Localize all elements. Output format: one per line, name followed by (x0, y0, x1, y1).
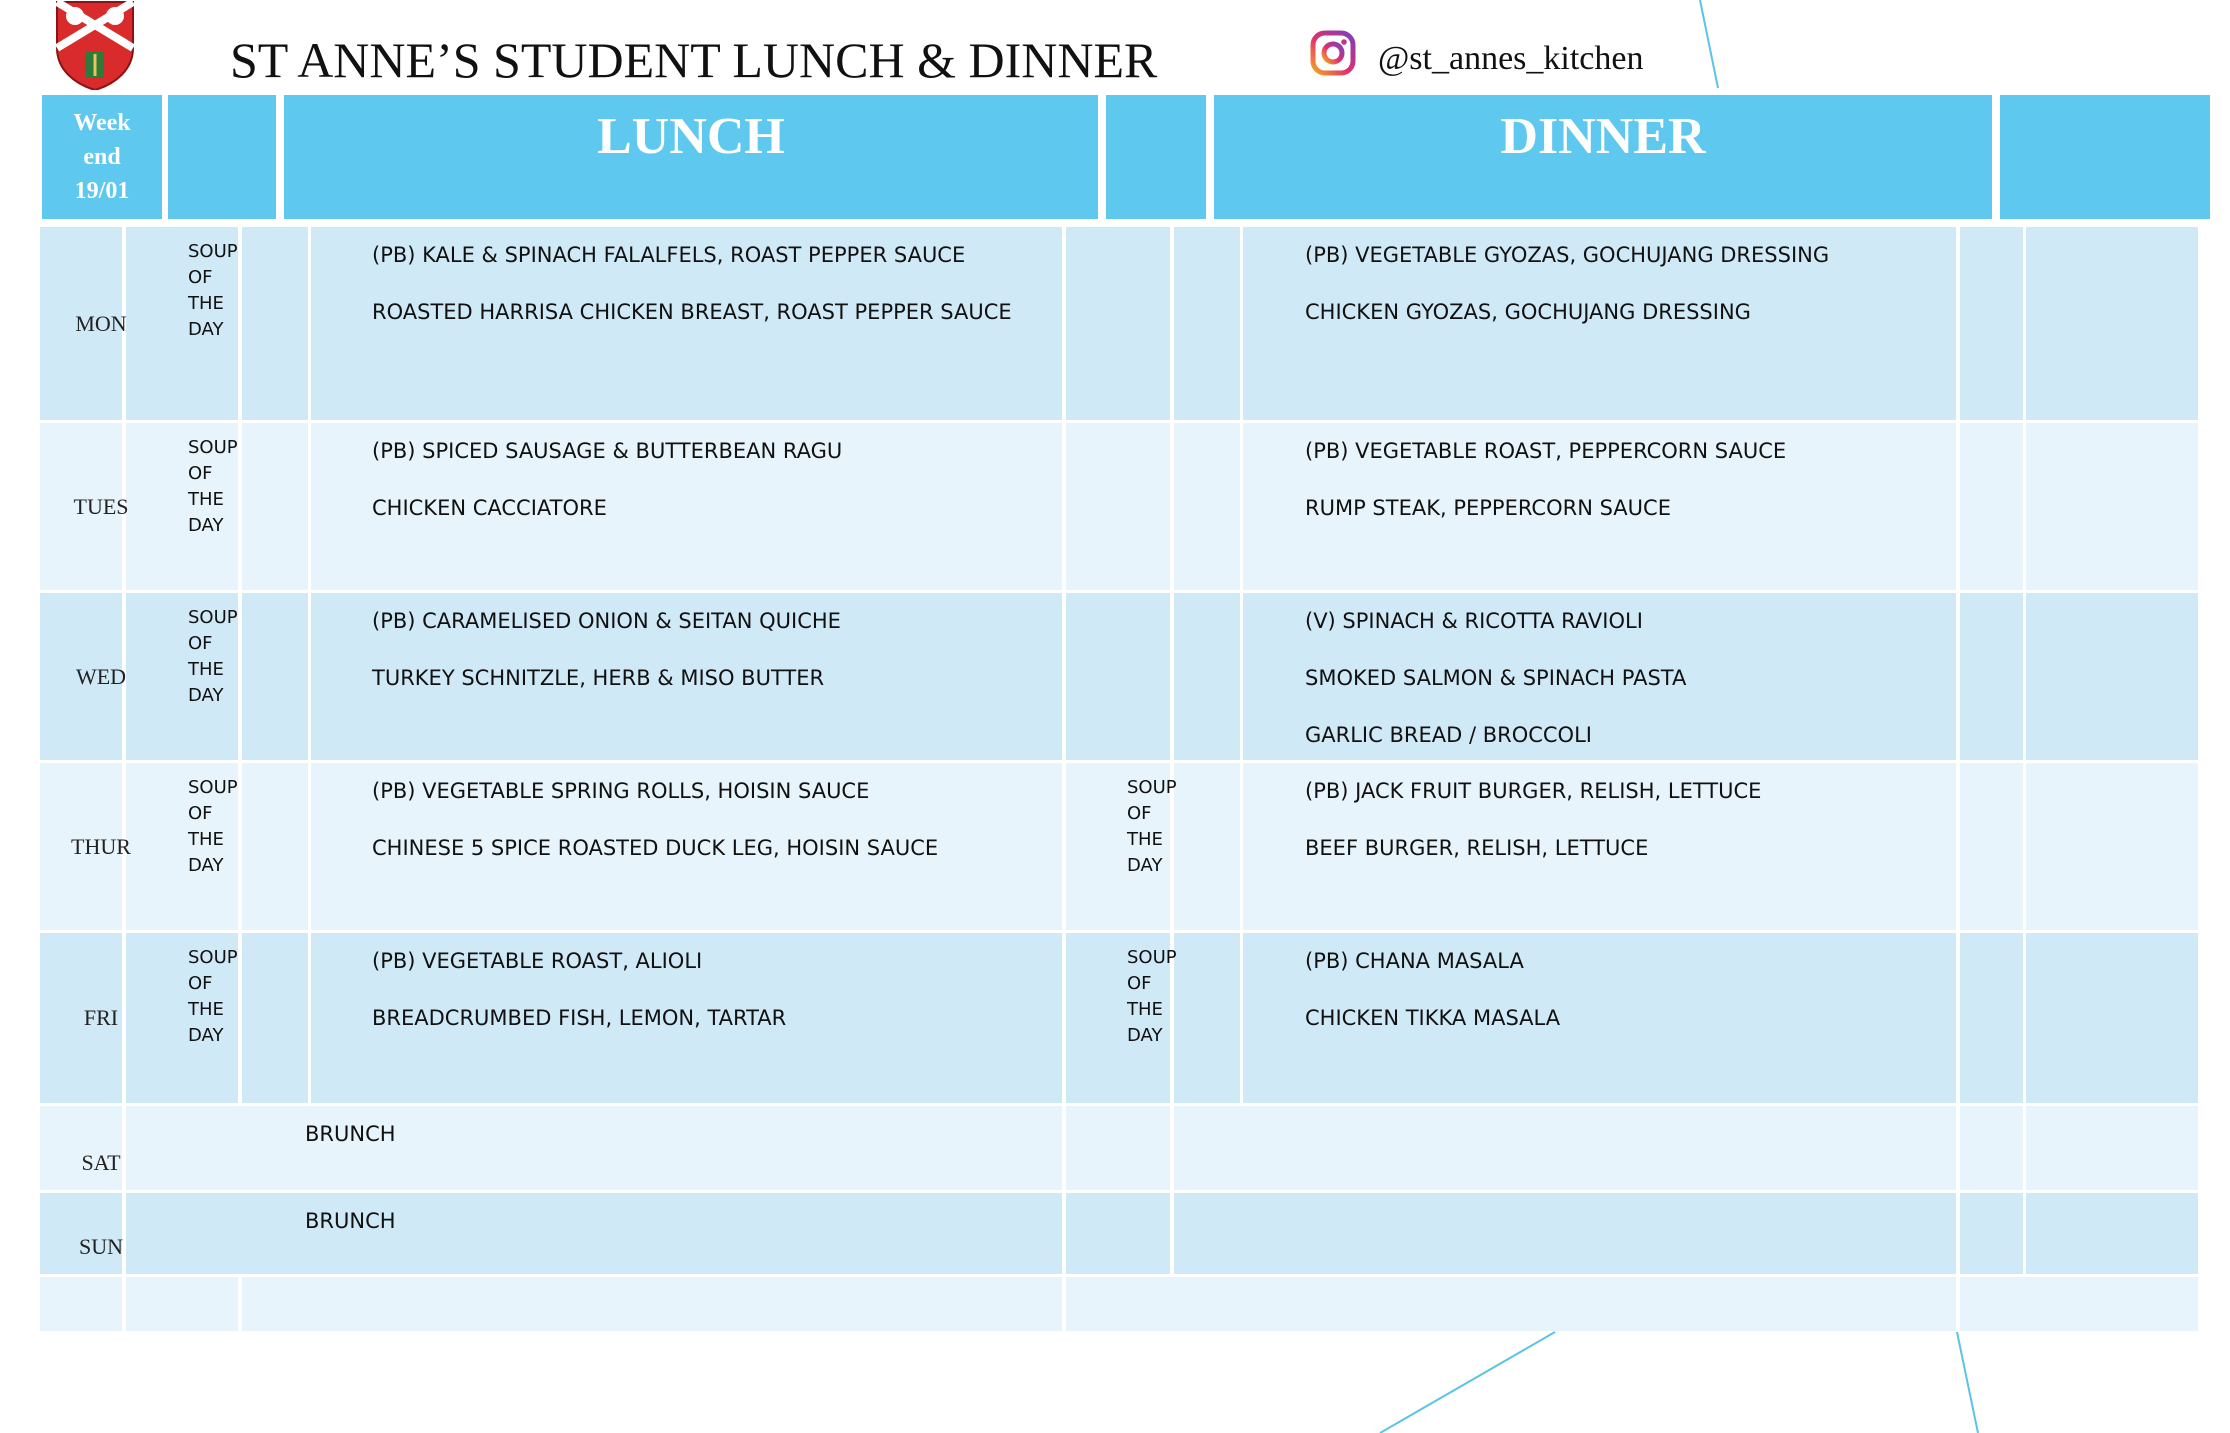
column-divider (2023, 423, 2026, 590)
column-divider (1956, 593, 1960, 760)
soup-label-line: DAY (188, 1025, 224, 1046)
column-divider (308, 227, 311, 420)
column-divider (1062, 423, 1066, 590)
column-divider (1170, 1193, 1174, 1274)
column-divider (2023, 1193, 2026, 1274)
column-divider (1062, 227, 1066, 420)
day-label: SUN (78, 1234, 123, 1259)
soup-of-the-day (188, 435, 238, 539)
soup-label-line: DAY (188, 685, 224, 706)
column-divider (2023, 1106, 2026, 1190)
lunch-menu-item: CHINESE 5 SPICE ROASTED DUCK LEG, HOISIN SAUCE (372, 836, 939, 860)
column-divider (308, 933, 311, 1103)
header-blank-cell (168, 95, 276, 219)
soup-of-the-day (188, 605, 238, 709)
lunch-menu-item: (PB) KALE & SPINACH FALALFELS, ROAST PEPPER SAUCE (372, 243, 966, 267)
soup-label-line: OF (1127, 803, 1152, 824)
soup-label-line: OF (188, 633, 213, 654)
lunch-menu-item: (PB) VEGETABLE SPRING ROLLS, HOISIN SAUCE (372, 779, 870, 803)
week-label-line: Week (73, 110, 131, 136)
column-divider (1170, 593, 1174, 760)
table-row (40, 227, 2198, 420)
dinner-header: DINNER (1214, 95, 1992, 219)
dinner-menu-item: (PB) JACK FRUIT BURGER, RELISH, LETTUCE (1305, 779, 1762, 803)
lunch-menu-item: TURKEY SCHNITZLE, HERB & MISO BUTTER (372, 666, 825, 690)
column-divider (1062, 1193, 1066, 1274)
lunch-menu-item: CHICKEN CACCIATORE (372, 496, 607, 520)
table-row (40, 423, 2198, 590)
day-label: SAT (81, 1150, 121, 1175)
dinner-menu-item: CHICKEN TIKKA MASALA (1305, 1006, 1561, 1030)
soup-label-line: THE (188, 489, 224, 510)
column-divider (308, 423, 311, 590)
lunch-header: LUNCH (284, 95, 1098, 219)
column-divider (238, 593, 242, 760)
soup-label-line: THE (188, 999, 224, 1020)
week-label-line: end (83, 144, 121, 170)
soup-label-line: THE (1127, 829, 1163, 850)
column-divider (1956, 1106, 1960, 1190)
dinner-menu-item: (PB) VEGETABLE ROAST, PEPPERCORN SAUCE (1305, 439, 1787, 463)
column-divider (2023, 933, 2026, 1103)
table-row (40, 1193, 2198, 1274)
header-blank-cell (2000, 95, 2210, 219)
column-divider (1170, 423, 1174, 590)
column-divider (2023, 227, 2026, 420)
column-divider (1062, 1277, 1066, 1331)
dinner-menu-item: RUMP STEAK, PEPPERCORN SAUCE (1305, 496, 1671, 520)
lunch-menu-item: (PB) VEGETABLE ROAST, ALIOLI (372, 949, 703, 973)
column-divider (238, 423, 242, 590)
soup-label-line: SOUP (188, 947, 238, 968)
soup-of-the-day (188, 239, 238, 343)
soup-label-line: SOUP (188, 777, 238, 798)
soup-of-the-day (1127, 945, 1177, 1049)
soup-label-line: SOUP (188, 437, 238, 458)
table-row (40, 763, 2198, 930)
column-divider (1240, 593, 1243, 760)
soup-label-line: OF (188, 463, 213, 484)
column-divider (1170, 227, 1174, 420)
column-divider (1956, 423, 1960, 590)
column-divider (1956, 1193, 1960, 1274)
lunch-menu-item: BREADCRUMBED FISH, LEMON, TARTAR (372, 1006, 787, 1030)
soup-label-line: OF (188, 267, 213, 288)
column-divider (308, 593, 311, 760)
column-divider (1240, 227, 1243, 420)
column-divider (1956, 1277, 1960, 1331)
soup-label-line: SOUP (1127, 947, 1177, 968)
soup-label-line: DAY (188, 855, 224, 876)
soup-label-line: SOUP (1127, 777, 1177, 798)
column-divider (1062, 763, 1066, 930)
day-label: WED (75, 663, 127, 689)
brunch-label: BRUNCH (305, 1122, 396, 1146)
soup-of-the-day (188, 775, 238, 879)
soup-of-the-day (188, 945, 238, 1049)
soup-label-line: THE (1127, 999, 1163, 1020)
soup-of-the-day (1127, 775, 1177, 879)
dinner-menu-item: CHICKEN GYOZAS, GOCHUJANG DRESSING (1305, 300, 1751, 324)
column-divider (1170, 1106, 1174, 1190)
column-divider (1062, 593, 1066, 760)
soup-label-line: OF (188, 803, 213, 824)
week-header-cell (42, 95, 162, 219)
column-divider (1240, 423, 1243, 590)
soup-label-line: OF (188, 973, 213, 994)
day-label: MON (75, 310, 127, 336)
lunch-menu-item: ROASTED HARRISA CHICKEN BREAST, ROAST PEPPER SAUCE (372, 300, 1012, 324)
column-divider (238, 1277, 242, 1331)
soup-label-line: SOUP (188, 607, 238, 628)
week-label-line: 19/01 (74, 178, 130, 204)
soup-label-line: THE (188, 293, 224, 314)
soup-label-line: THE (188, 659, 224, 680)
column-divider (1956, 933, 1960, 1103)
soup-label-line: DAY (1127, 1025, 1163, 1046)
column-divider (1062, 933, 1066, 1103)
table-row (40, 593, 2198, 760)
day-label: FRI (83, 1005, 119, 1030)
column-divider (1240, 933, 1243, 1103)
column-divider (2023, 763, 2026, 930)
lunch-menu-item: (PB) SPICED SAUSAGE & BUTTERBEAN RAGU (372, 439, 843, 463)
instagram-icon (1310, 30, 1356, 76)
dinner-menu-item: (V) SPINACH & RICOTTA RAVIOLI (1305, 609, 1643, 633)
column-divider (238, 763, 242, 930)
day-label: TUES (73, 493, 129, 519)
column-divider (1062, 1106, 1066, 1190)
college-crest-logo (53, 0, 137, 90)
brunch-label: BRUNCH (305, 1209, 396, 1233)
column-divider (1956, 227, 1960, 420)
header-blank-cell (1106, 95, 1206, 219)
dinner-menu-item: (PB) VEGETABLE GYOZAS, GOCHUJANG DRESSING (1305, 243, 1830, 267)
soup-label-line: SOUP (188, 241, 238, 262)
dinner-menu-item: (PB) CHANA MASALA (1305, 949, 1524, 973)
column-divider (1956, 763, 1960, 930)
soup-label-line: THE (188, 829, 224, 850)
soup-label-line: OF (1127, 973, 1152, 994)
instagram-handle[interactable]: @st_annes_kitchen (1378, 40, 1644, 77)
day-label: THUR (71, 833, 131, 859)
column-divider (1240, 763, 1243, 930)
table-row (40, 1277, 2198, 1331)
column-divider (2023, 593, 2026, 760)
soup-label-line: DAY (188, 319, 224, 340)
table-row (40, 1106, 2198, 1190)
dinner-menu-item: SMOKED SALMON & SPINACH PASTA (1305, 666, 1687, 690)
column-divider (122, 1277, 126, 1331)
table-row (40, 933, 2198, 1103)
soup-label-line: DAY (188, 515, 224, 536)
dinner-menu-item: BEEF BURGER, RELISH, LETTUCE (1305, 836, 1649, 860)
dinner-menu-item: GARLIC BREAD / BROCCOLI (1305, 723, 1592, 747)
page-title: ST ANNE’S STUDENT LUNCH & DINNER (230, 32, 1158, 88)
lunch-menu-item: (PB) CARAMELISED ONION & SEITAN QUICHE (372, 609, 841, 633)
column-divider (238, 933, 242, 1103)
column-divider (238, 227, 242, 420)
soup-label-line: DAY (1127, 855, 1163, 876)
column-divider (308, 763, 311, 930)
